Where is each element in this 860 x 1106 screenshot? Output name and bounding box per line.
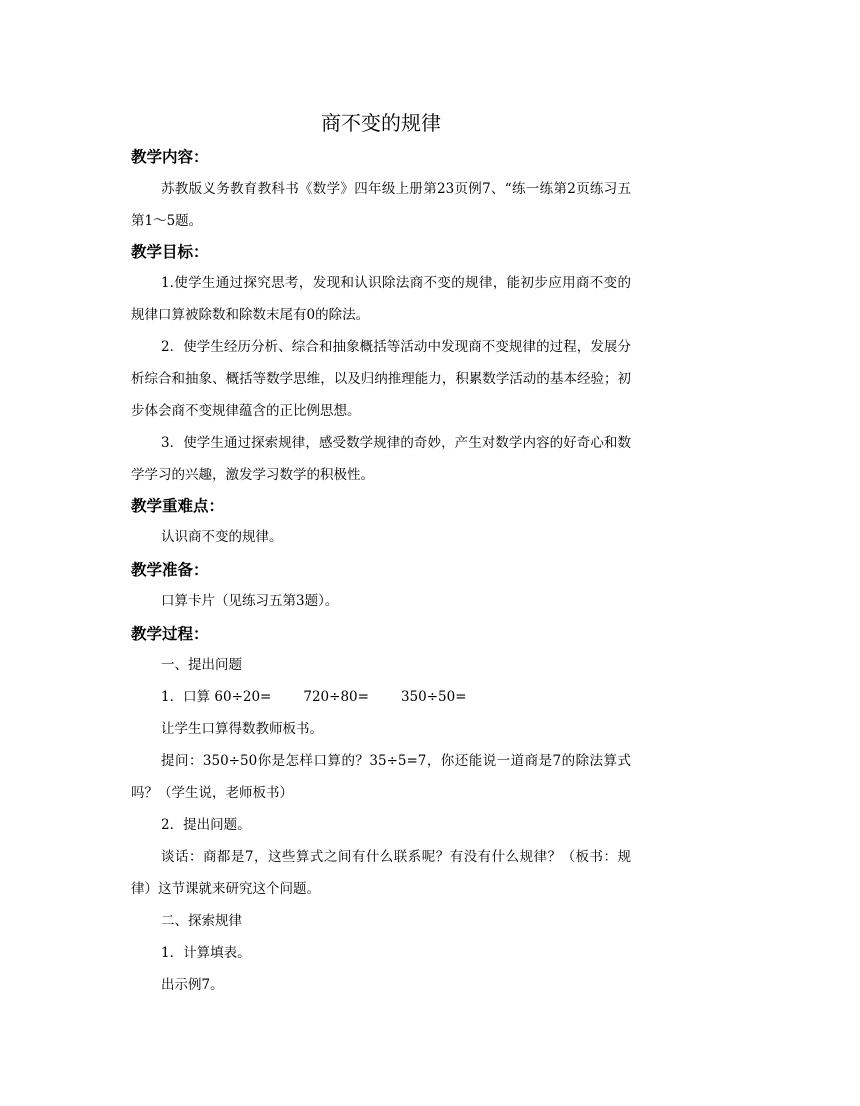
oral-calc-item-2: 720÷80= <box>303 689 369 705</box>
section-heading-key-points: 教学重难点： <box>131 497 225 515</box>
section-heading-preparation: 教学准备： <box>131 561 209 579</box>
key-points-paragraph: 认识商不变的规律。 <box>161 529 283 545</box>
preparation-paragraph: 口算卡片（见练习五第3题）。 <box>161 593 339 609</box>
step-one-title: 一、提出问题 <box>161 657 242 673</box>
example-line: 出示例7。 <box>161 977 224 993</box>
fill-table-line: 1．计算填表。 <box>161 945 251 961</box>
raise-question-line: 2．提出问题。 <box>161 817 251 833</box>
talk-paragraph: 谈话：商都是7，这些算式之间有什么联系呢？有没有什么规律？（板书：规律）这节课就来研究这个问题。 <box>131 849 631 897</box>
section-heading-process: 教学过程： <box>131 625 209 643</box>
section-heading-content: 教学内容： <box>131 148 209 166</box>
page-title: 商不变的规律 <box>321 111 441 135</box>
board-line: 让学生口算得数教师板书。 <box>161 721 323 737</box>
step-two-title: 二、探索规律 <box>161 913 242 929</box>
oral-calc-item-3: 350÷50= <box>400 689 467 705</box>
oral-calc-item-1: 60÷20= <box>214 689 272 705</box>
oral-calc-label: 1．口算 <box>161 689 211 705</box>
question-paragraph: 提问：350÷50你是怎样口算的？35÷5=7，你还能说一道商是7的除法算式吗？（学生说，老师板书） <box>131 753 631 801</box>
section-heading-goals: 教学目标： <box>131 243 209 261</box>
goal-item-2: 2．使学生经历分析、综合和抽象概括等活动中发现商不变规律的过程，发展分析综合和抽象、概括等数学思维，以及归纳推理能力，积累数学活动的基本经验；初步体会商不变规律蕴含的正比例思想。 <box>131 339 631 419</box>
content-paragraph: 苏教版义务教育教科书《数学》四年级上册第23页例7、“练一练第2页练习五第1～5题。 <box>131 181 631 229</box>
goal-item-3: 3．使学生通过探索规律，感受数学规律的奇妙，产生对数学内容的好奇心和数学学习的兴趣，激发学习数学的积极性。 <box>131 435 631 483</box>
oral-calc-line <box>131 681 631 713</box>
goal-item-1: 1.使学生通过探究思考，发现和认识除法商不变的规律，能初步应用商不变的规律口算被除数和除数末尾有0的除法。 <box>131 275 631 323</box>
